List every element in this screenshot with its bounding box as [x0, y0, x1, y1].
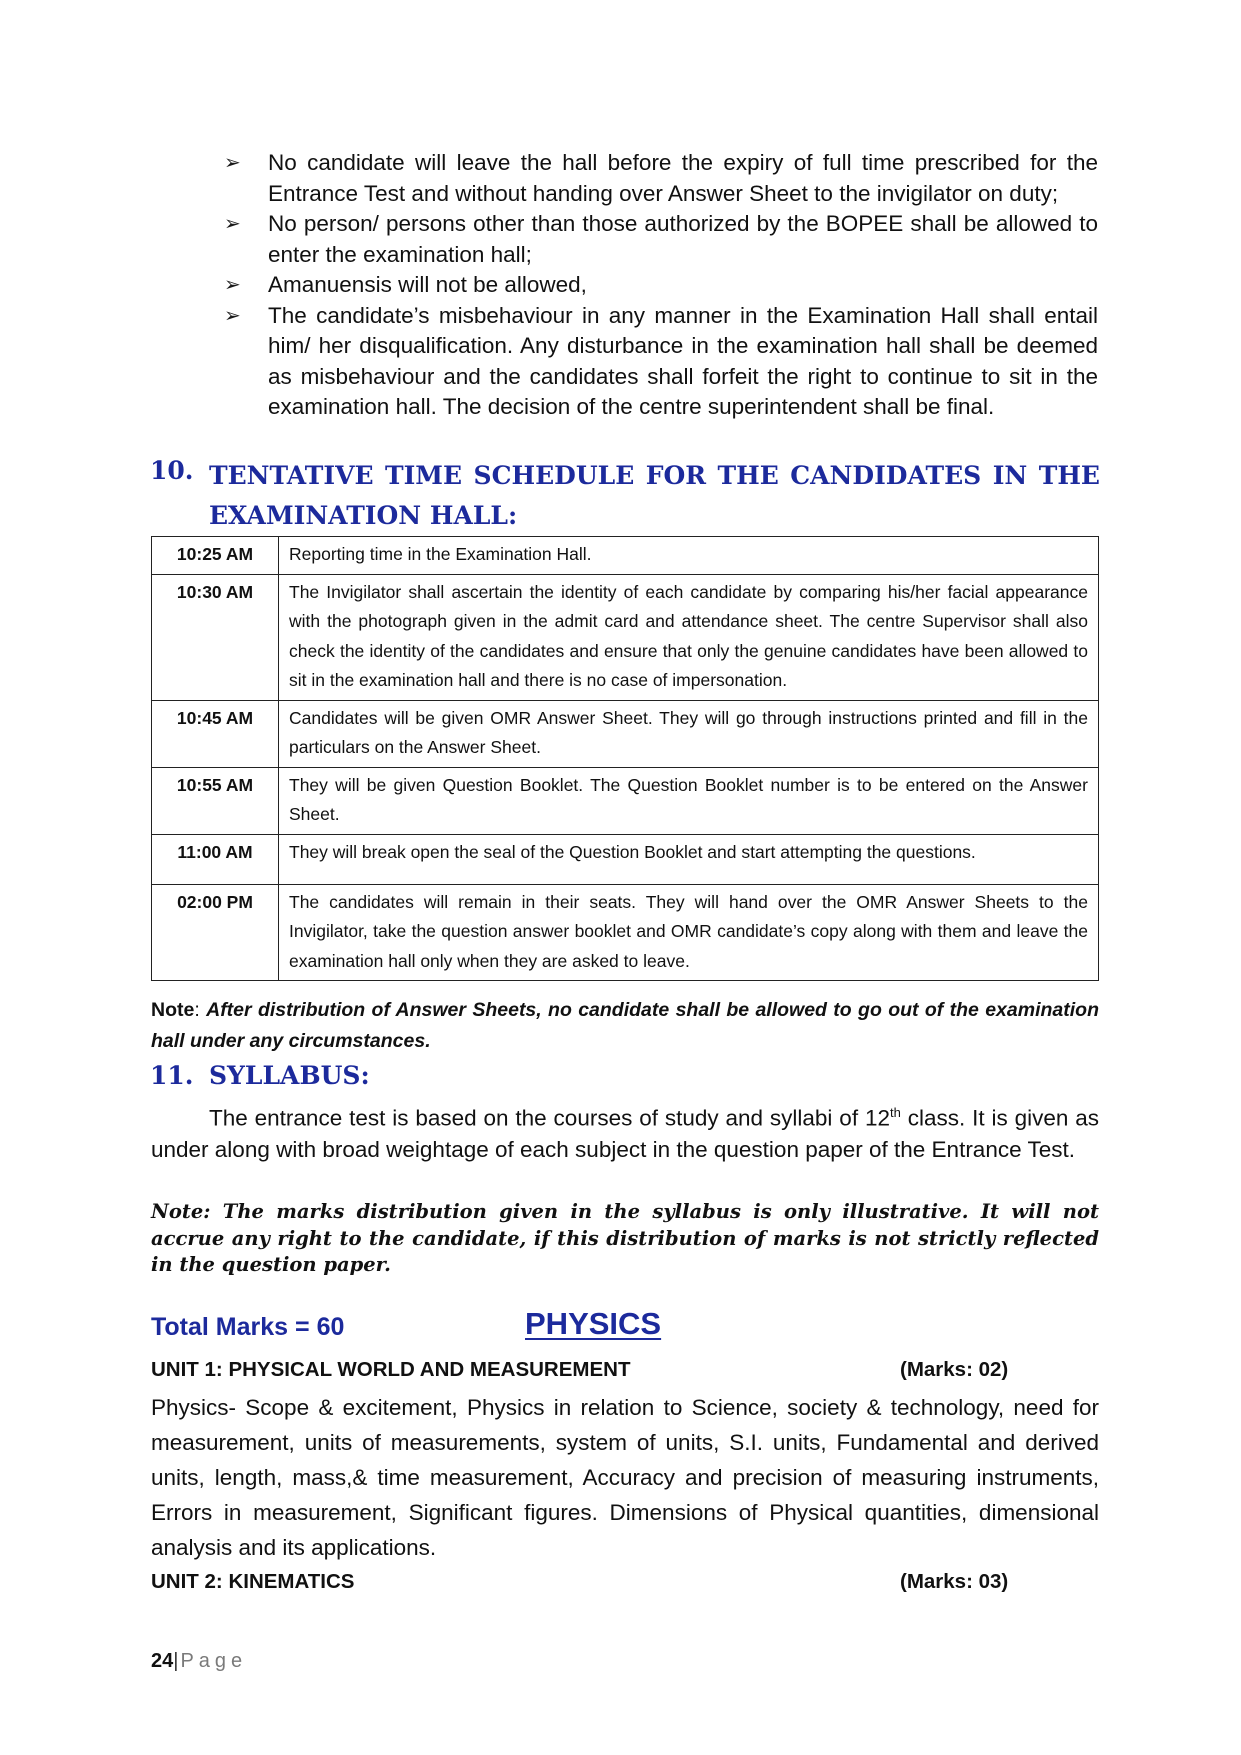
note-text: After distribution of Answer Sheets, no candidate shall be allowed to go out of the examination hall under any circumstances. — [151, 999, 1099, 1052]
page-label: Page — [180, 1650, 248, 1672]
schedule-description: Reporting time in the Examination Hall. — [279, 537, 1099, 575]
schedule-time: 10:45 AM — [152, 700, 279, 767]
page-number: 24 — [151, 1650, 174, 1672]
note-label: Note — [151, 999, 195, 1021]
unit-title: UNIT 2: KINEMATICS — [151, 1570, 355, 1593]
schedule-time: 10:55 AM — [152, 767, 279, 834]
table-row — [152, 574, 1099, 700]
unit-description: Physics- Scope & excitement, Physics in relation to Science, society & technology, need for measurement, units of measurements, system of units, S.I. units, Fundamental and derived units, length, mass,& time measurement, Accuracy and precision of measuring instruments, Errors in measurement, Significant figures. Dimensions of Physical quantities, dimensional analysis and its applications. — [151, 1395, 1099, 1560]
arrow-bullet-icon: ➢ — [224, 152, 241, 174]
table-row — [152, 834, 1099, 884]
section-title-line-1: TENTATIVE TIME SCHEDULE FOR THE CANDIDATES IN THE — [209, 461, 1100, 490]
section-title: SYLLABUS: — [209, 1061, 370, 1090]
total-marks: Total Marks = 60 — [151, 1313, 345, 1341]
list-item: ➢ No candidate will leave the hall before the expiry of full time prescribed for the Entrance Test and without handing over Answer Sheet to the invigilator on duty; — [224, 150, 1098, 206]
marks-disclaimer: Note: The marks distribution given in the syllabus is only illustrative. It will not accrue any right to the candidate, if this distribution of marks is not strictly reflected in the question paper. — [151, 1200, 1099, 1276]
arrow-bullet-icon: ➢ — [224, 304, 241, 327]
unit-title: UNIT 1: PHYSICAL WORLD AND MEASUREMENT — [151, 1358, 631, 1381]
syllabus-intro: The entrance test is based on the courses of study and syllabi of 12th class. It is given as under along with broad weightage of each subject in the question paper of the Entrance Test. — [151, 1105, 1100, 1162]
table-row — [152, 700, 1099, 767]
section-number: 10. — [150, 456, 194, 485]
schedule-time: 11:00 AM — [152, 834, 279, 884]
unit-heading — [151, 1570, 1021, 1594]
unit-heading — [151, 1358, 1021, 1382]
table-row — [152, 884, 1099, 981]
unit-marks: (Marks: 03) — [900, 1570, 1009, 1593]
footer-separator: | — [173, 1650, 179, 1672]
schedule-note: Note: After distribution of Answer Sheets, no candidate shall be allowed to go out of the examination hall under any circumstances. — [151, 999, 1099, 1052]
subject-title: PHYSICS — [525, 1306, 662, 1341]
section-title-line-2: EXAMINATION HALL: — [209, 501, 518, 530]
time-schedule-table — [151, 536, 1099, 981]
table-row — [152, 537, 1099, 575]
schedule-description: The Invigilator shall ascertain the identity of each candidate by comparing his/her facial appearance with the photograph given in the admit card and attendance sheet. The centre Supervisor shall also check the identity of the candidates and ensure that only the genuine candidates have been allowed to sit in the examination hall and there is no case of impersonation. — [279, 574, 1099, 700]
section-number: 11. — [150, 1061, 194, 1090]
schedule-description: The candidates will remain in their seats. They will hand over the OMR Answer Sheets to the Invigilator, take the question answer booklet and OMR candidate’s copy along with them and leave the examination hall only when they are asked to leave. — [279, 884, 1099, 981]
rules-list — [222, 148, 1098, 423]
schedule-description: Candidates will be given OMR Answer Sheet. They will go through instructions printed and fill in the particulars on the Answer Sheet. — [279, 700, 1099, 767]
schedule-description: They will be given Question Booklet. The Question Booklet number is to be entered on the Answer Sheet. — [279, 767, 1099, 834]
schedule-description: They will break open the seal of the Question Booklet and start attempting the questions. — [279, 834, 1099, 884]
schedule-time: 10:30 AM — [152, 574, 279, 700]
superscript: th — [889, 1105, 901, 1120]
arrow-bullet-icon: ➢ — [224, 274, 241, 296]
arrow-bullet-icon: ➢ — [224, 213, 241, 235]
unit-marks: (Marks: 02) — [900, 1358, 1009, 1381]
table-row — [152, 767, 1099, 834]
list-item: ➢ The candidate’s misbehaviour in any manner in the Examination Hall shall entail him/ her disqualification. Any disturbance in the examination hall shall be deemed as misbehaviour and the candidates shall forfeit the right to continue to sit in the examination hall. The decision of the centre superintendent shall be final. — [224, 302, 1098, 419]
page-footer — [151, 1650, 247, 1673]
list-item: ➢ No person/ persons other than those authorized by the BOPEE shall be allowed to enter the examination hall; — [224, 211, 1098, 267]
schedule-time: 02:00 PM — [152, 884, 279, 981]
list-item: ➢ Amanuensis will not be allowed, — [222, 270, 1098, 301]
schedule-time: 10:25 AM — [152, 537, 279, 575]
